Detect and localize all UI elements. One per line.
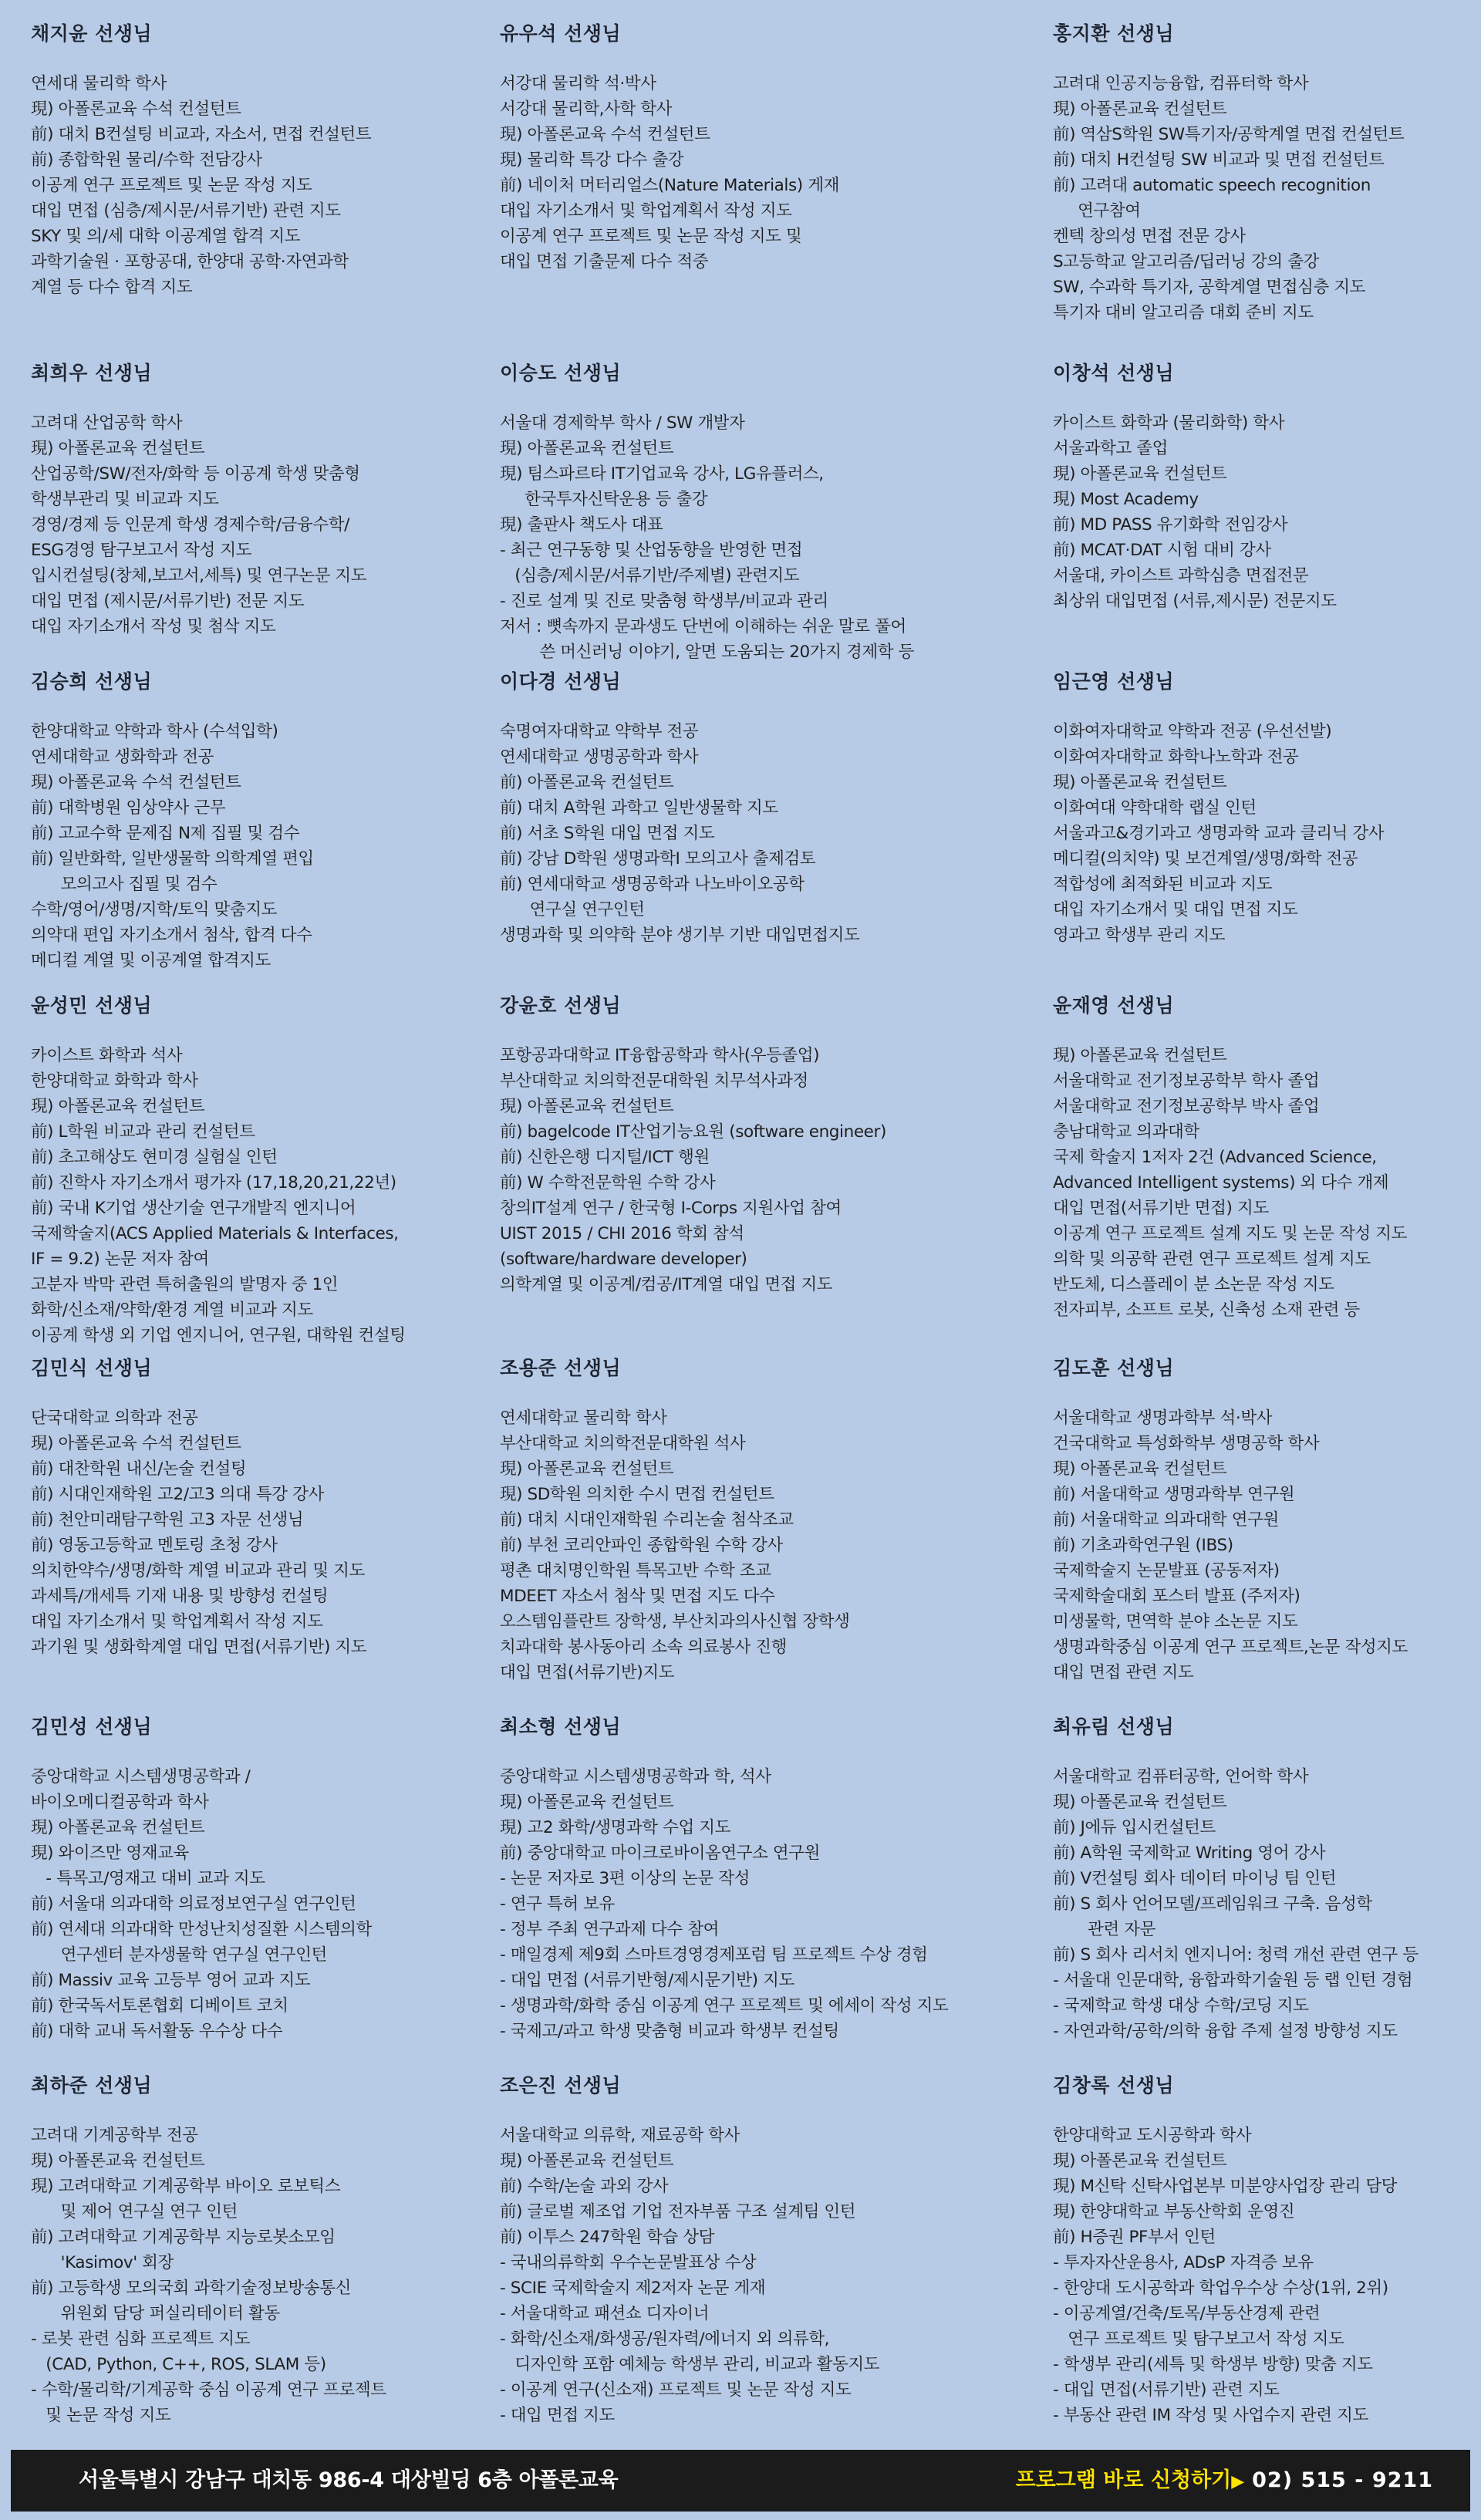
credential-line: 및 논문 작성 지도 (31, 2406, 171, 2425)
teacher-name: 홍지환 선생님 (1053, 22, 1175, 45)
credential-line: 대입 면접 (제시문/서류기반) 전문 지도 (31, 592, 305, 611)
teacher-name: 이창석 선생님 (1053, 362, 1175, 384)
credential-line: 前) 한국독서토론협회 디베이트 코치 (31, 1996, 288, 2016)
credential-line: 대입 면접 관련 지도 (1053, 1663, 1194, 1682)
credential-line: 부산대학교 치의학전문대학원 석사 (500, 1434, 746, 1453)
credential-line: 前) V컨설팅 회사 데이터 마이닝 팀 인턴 (1053, 1869, 1337, 1888)
credential-line: 現) 고려대학교 기계공학부 바이오 로보틱스 (31, 2177, 341, 2196)
credential-line: 한국투자신탁운용 등 출강 (500, 490, 708, 509)
credential-line: 대입 자기소개서 작성 및 첨삭 지도 (31, 617, 276, 636)
teacher-name: 윤성민 선생님 (31, 994, 153, 1017)
credential-line: 前) 대치 B컨설팅 비교과, 자소서, 면접 컨설턴트 (31, 125, 372, 144)
credential-line: 前) 일반화학, 일반생물학 의학계열 편입 (31, 849, 314, 869)
credential-line: 前) 진학사 자기소개서 평가자 (17,18,20,21,22년) (31, 1173, 396, 1193)
credential-line: 前) 대학 교내 독서활동 우수상 다수 (31, 2022, 283, 2041)
credential-line: 前) Massiv 교육 고등부 영어 교과 지도 (31, 1971, 311, 1990)
credential-line: - 논문 저자로 3편 이상의 논문 작성 (500, 1869, 751, 1888)
credential-line: 前) L학원 비교과 관리 컨설턴트 (31, 1122, 255, 1142)
teacher-credentials (1053, 410, 1481, 614)
credential-line: 건국대학교 특성화학부 생명공학 학사 (1053, 1434, 1320, 1453)
credential-line: 前) 이투스 247학원 학습 상담 (500, 2228, 714, 2247)
credential-line: - 국제고/과고 학생 맞춤형 비교과 학생부 컨설팅 (500, 2022, 839, 2041)
credential-line: 대입 자기소개서 및 학업계획서 작성 지도 (500, 201, 792, 221)
credential-line: 화학/신소재/약학/환경 계열 비교과 지도 (31, 1300, 313, 1320)
teacher-profile (1053, 987, 1481, 1323)
credential-line: - 화학/신소재/화생공/원자력/에너지 외 의류학, (500, 2329, 830, 2349)
credential-line: 現) SD학원 의치한 수시 면접 컨설턴트 (500, 1485, 774, 1504)
credential-line: 現) 아폴론교육 수석 컨설턴트 (31, 773, 241, 792)
credential-line: 前) 연세대 의과대학 만성난치성질환 시스템의학 (31, 1920, 372, 1939)
credential-line: 現) 아폴론교육 수석 컨설턴트 (500, 125, 710, 144)
credential-line: 연세대 물리학 학사 (31, 74, 167, 93)
credential-line: 서울대학교 의류학, 재료공학 학사 (500, 2126, 740, 2145)
credential-line: SKY 및 의/세 대학 이공계열 합격 지도 (31, 227, 301, 246)
credential-line: 現) 아폴론교육 컨설턴트 (1053, 1046, 1227, 1065)
teacher-credentials (31, 719, 509, 973)
teacher-credentials (500, 1405, 978, 1685)
teacher-credentials (31, 1405, 509, 1660)
credential-line: 現) 아폴론교육 컨설턴트 (1053, 1459, 1227, 1479)
teacher-name: 최하준 선생님 (31, 2074, 153, 2097)
credential-line: 숙명여자대학교 약학부 전공 (500, 722, 699, 741)
credential-line: 연구실 연구인턴 (500, 900, 645, 919)
teacher-name: 강윤호 선생님 (500, 994, 622, 1017)
credential-line: - 이공계 연구(신소재) 프로젝트 및 논문 작성 지도 (500, 2380, 852, 2400)
credential-line: 前) 글로벌 제조업 기업 전자부품 구조 설계팀 인턴 (500, 2202, 856, 2221)
teacher-profile (500, 355, 978, 665)
credential-line: 연구 프로젝트 및 탐구보고서 작성 지도 (1053, 2329, 1344, 2349)
teacher-profile (1053, 1350, 1481, 1685)
credential-line: - 수학/물리학/기계공학 중심 이공계 연구 프로젝트 (31, 2380, 386, 2400)
credential-line: - 최근 연구동향 및 산업동향을 반영한 면접 (500, 541, 803, 560)
credential-line: 고분자 박막 관련 특허출원의 발명자 중 1인 (31, 1275, 339, 1294)
credential-line: 前) S 회사 언어모델/프레임워크 구축. 음성학 (1053, 1894, 1372, 1914)
credential-line: 입시컨설팅(창체,보고서,세특) 및 연구논문 지도 (31, 566, 367, 585)
credential-line: - 특목고/영재고 대비 교과 지도 (31, 1869, 265, 1888)
credential-line: - 생명과학/화학 중심 이공계 연구 프로젝트 및 에세이 작성 지도 (500, 1996, 949, 2016)
credential-line: 연구참여 (1053, 201, 1141, 221)
credential-line: 포항공과대학교 IT융합공학과 학사(우등졸업) (500, 1046, 820, 1065)
credential-line: 前) 대찬학원 내신/논술 컨설팅 (31, 1459, 247, 1479)
credential-line: - 서울대학교 패션쇼 디자이너 (500, 2304, 710, 2323)
credential-line: 고려대 인공지능융합, 컴퓨터학 학사 (1053, 74, 1309, 93)
play-arrow-icon: ▶ (1231, 2472, 1245, 2491)
credential-line: 의약대 편입 자기소개서 첨삭, 합격 다수 (31, 926, 312, 945)
credential-line: 대입 면접(서류기반 면접) 지도 (1053, 1199, 1269, 1218)
credential-line: 평촌 대치명인학원 특목고반 수학 조교 (500, 1561, 771, 1580)
phone-number[interactable]: 02) 515 - 9211 (1252, 2468, 1433, 2492)
credential-line: - 부동산 관련 IM 작성 및 사업수지 관련 지도 (1053, 2406, 1368, 2425)
credential-line: - SCIE 국제학술지 제2저자 논문 게재 (500, 2279, 766, 2298)
credential-line: 前) 고교수학 문제집 N제 집필 및 검수 (31, 824, 300, 843)
footer-address: 서울특별시 강남구 대치동 986-4 대상빌딩 6층 아폴론교육 (79, 2468, 619, 2492)
credential-line: 연세대학교 물리학 학사 (500, 1408, 667, 1428)
teacher-name: 유우석 선생님 (500, 22, 622, 45)
credential-line: 켄텍 창의성 면접 전문 강사 (1053, 227, 1246, 246)
credential-line: 前) 대학병원 임상약사 근무 (31, 798, 226, 818)
teacher-profile (31, 663, 509, 973)
credential-line: 前) 서울대 의과대학 의료정보연구실 연구인턴 (31, 1894, 356, 1914)
credential-line: - 대입 면접(서류기반) 관련 지도 (1053, 2380, 1280, 2400)
credential-line: 現) 팀스파르타 IT기업교육 강사, LG유플러스, (500, 464, 824, 484)
credential-line: 카이스트 화학과 석사 (31, 1046, 183, 1065)
teacher-name: 김창록 선생님 (1053, 2074, 1175, 2097)
credential-line: 고려대 기계공학부 전공 (31, 2126, 198, 2145)
credential-line: 前) 서울대학교 의과대학 연구원 (1053, 1510, 1279, 1530)
credential-line: 메디컬 계열 및 이공계열 합격지도 (31, 951, 271, 970)
credential-line: 前) 기초과학연구원 (IBS) (1053, 1536, 1233, 1555)
credential-line: 前) MCAT·DAT 시험 대비 강사 (1053, 541, 1271, 560)
credential-line: 前) 대치 시대인재학원 수리논술 첨삭조교 (500, 1510, 794, 1530)
teacher-name: 김민성 선생님 (31, 1715, 153, 1738)
teacher-name: 조용준 선생님 (500, 1357, 622, 1379)
credential-line: 창의IT설계 연구 / 한국형 I-Corps 지원사업 참여 (500, 1199, 842, 1218)
credential-line: 現) 아폴론교육 컨설턴트 (31, 1818, 205, 1837)
credential-line: 관련 자문 (1053, 1920, 1155, 1939)
credential-line: 과학기술원 · 포항공대, 한양대 공학·자연과학 (31, 252, 349, 272)
credential-line: - 연구 특허 보유 (500, 1894, 615, 1914)
teacher-credentials (500, 410, 978, 665)
credential-line: 前) 역삼S학원 SW특기자/공학계열 면접 컨설턴트 (1053, 125, 1405, 144)
teacher-name: 김도훈 선생님 (1053, 1357, 1175, 1379)
credential-line: ESG경영 탐구보고서 작성 지도 (31, 541, 252, 560)
credential-line: 前) 종합학원 물리/수학 전담강사 (31, 150, 262, 170)
teacher-name: 김승희 선생님 (31, 670, 153, 693)
credential-line: 메디컬(의치약) 및 보건계열/생명/화학 전공 (1053, 849, 1358, 869)
teacher-profile (31, 2067, 509, 2428)
credential-line: 최상위 대입면접 (서류,제시문) 전문지도 (1053, 592, 1337, 611)
teacher-credentials (500, 71, 978, 275)
teacher-credentials (1053, 1764, 1481, 2044)
credential-line: 쓴 머신러닝 이야기, 알면 도움되는 20가지 경제학 등 (500, 643, 914, 662)
apply-label[interactable]: 프로그램 바로 신청하기 (1015, 2468, 1232, 2492)
teacher-profile (31, 15, 509, 300)
credential-line: 現) 아폴론교육 수석 컨설턴트 (31, 100, 241, 119)
teacher-credentials (31, 2123, 509, 2428)
credential-line: 現) 출판사 책도사 대표 (500, 515, 663, 535)
credential-line: 'Kasimov' 회장 (31, 2253, 174, 2272)
credential-line: 대입 자기소개서 및 대입 면접 지도 (1053, 900, 1298, 919)
teacher-credentials (1053, 1043, 1481, 1323)
credential-line: MDEET 자소서 첨삭 및 면접 지도 다수 (500, 1587, 775, 1606)
credential-line: 現) 아폴론교육 컨설턴트 (1053, 2151, 1227, 2171)
credential-line: 서울대 경제학부 학사 / SW 개발자 (500, 413, 745, 433)
credential-line: 前) 천안미래탐구학원 고3 자문 선생님 (31, 1510, 304, 1530)
teacher-credentials (500, 1043, 978, 1297)
credential-line: 카이스트 화학과 (물리화학) 학사 (1053, 413, 1285, 433)
teacher-profile (500, 2067, 978, 2428)
credential-line: 前) 초고해상도 현미경 실험실 인턴 (31, 1148, 278, 1167)
credential-line: 現) 아폴론교육 수석 컨설턴트 (31, 1434, 241, 1453)
credential-line: 미생물학, 면역학 분야 소논문 지도 (1053, 1612, 1298, 1631)
teacher-profile (31, 987, 509, 1348)
teacher-name: 최희우 선생님 (31, 362, 153, 384)
credential-line: 서울대학교 전기정보공학부 박사 졸업 (1053, 1097, 1320, 1116)
teacher-name: 최유림 선생님 (1053, 1715, 1175, 1738)
teacher-profile (500, 1709, 978, 2044)
credential-line: 단국대학교 의학과 전공 (31, 1408, 198, 1428)
credential-line: 이공계 학생 외 기업 엔지니어, 연구원, 대학원 컨설팅 (31, 1326, 406, 1345)
teacher-credentials (31, 410, 509, 639)
credential-line: - 국제학교 학생 대상 수학/코딩 지도 (1053, 1996, 1309, 2016)
teacher-profile (1053, 355, 1481, 614)
credential-line: 의치한약수/생명/화학 계열 비교과 관리 및 지도 (31, 1561, 365, 1580)
credential-line: 서강대 물리학 석·박사 (500, 74, 656, 93)
credential-line: 現) 아폴론교육 컨설턴트 (500, 439, 674, 458)
credential-line: 前) 연세대학교 생명공학과 나노바이오공학 (500, 875, 805, 894)
teacher-profile (31, 1350, 509, 1660)
credential-line: (software/hardware developer) (500, 1250, 747, 1269)
credential-line: 대입 면접(서류기반)지도 (500, 1663, 675, 1682)
teacher-profile (1053, 2067, 1481, 2428)
credential-line: 前) S 회사 리서치 엔지니어: 청력 개선 관련 연구 등 (1053, 1945, 1419, 1965)
credential-line: UIST 2015 / CHI 2016 학회 참석 (500, 1224, 744, 1243)
credential-line: 이화여자대학교 약학과 전공 (우선선발) (1053, 722, 1332, 741)
credential-line: 과기원 및 생화학계열 대입 면접(서류기반) 지도 (31, 1638, 367, 1657)
credential-line: 바이오메디컬공학과 학사 (31, 1793, 209, 1812)
credential-line: 前) 고려대학교 기계공학부 지능로봇소모임 (31, 2228, 336, 2247)
credential-line: 연세대학교 생화학과 전공 (31, 747, 214, 767)
footer-bar (11, 2450, 1470, 2512)
credential-line: 이공계 연구 프로젝트 및 논문 작성 지도 및 (500, 227, 802, 246)
credential-line: 의학 및 의공학 관련 연구 프로젝트 설계 지도 (1053, 1250, 1371, 1269)
credential-line: 한양대학교 약학과 학사 (수석입학) (31, 722, 278, 741)
credential-line: 前) 아폴론교육 컨설턴트 (500, 773, 674, 792)
credential-line: 前) 서초 S학원 대입 면접 지도 (500, 824, 715, 843)
teacher-name: 윤재영 선생님 (1053, 994, 1175, 1017)
credential-line: - 국내의류학회 우수논문발표상 수상 (500, 2253, 757, 2272)
credential-line: 서울대, 카이스트 과학심층 면접전문 (1053, 566, 1309, 585)
credential-line: S고등학교 알고리즘/딥러닝 강의 출강 (1053, 252, 1319, 272)
credential-line: 前) 신한은행 디지털/ICT 행원 (500, 1148, 710, 1167)
credential-line: 現) 와이즈만 영재교육 (31, 1844, 189, 1863)
credential-line: 충남대학교 의과대학 (1053, 1122, 1199, 1142)
credential-line: - 자연과학/공학/의학 융합 주제 설정 방향성 지도 (1053, 2022, 1398, 2041)
teacher-credentials (31, 71, 509, 300)
credential-line: 적합성에 최적화된 비교과 지도 (1053, 875, 1273, 894)
credential-line: 학생부관리 및 비교과 지도 (31, 490, 219, 509)
credential-line: - 대입 면접 지도 (500, 2406, 615, 2425)
teacher-credentials (31, 1043, 509, 1348)
credential-line: 이공계 연구 프로젝트 및 논문 작성 지도 (31, 176, 312, 195)
credential-line: - 학생부 관리(세특 및 학생부 방향) 맞춤 지도 (1053, 2355, 1373, 2374)
credential-line: 이화여대 약학대학 랩실 인턴 (1053, 798, 1257, 818)
credential-line: 치과대학 봉사동아리 소속 의료봉사 진행 (500, 1638, 788, 1657)
credential-line: 現) 아폴론교육 컨설턴트 (500, 2151, 674, 2171)
credential-line: 現) 아폴론교육 컨설턴트 (1053, 464, 1227, 484)
credential-line: 現) M신탁 신탁사업본부 미분양사업장 관리 담당 (1053, 2177, 1398, 2196)
credential-line: 前) 대치 A학원 과학고 일반생물학 지도 (500, 798, 778, 818)
credential-line: 現) 아폴론교육 컨설턴트 (500, 1793, 674, 1812)
credential-line: 現) 아폴론교육 컨설턴트 (500, 1459, 674, 1479)
credential-line: 디자인학 포함 예체능 학생부 관리, 비교과 활동지도 (500, 2355, 880, 2374)
credential-line: 오스템임플란트 장학생, 부산치과의사신협 장학생 (500, 1612, 850, 1631)
apply-link[interactable] (1016, 2450, 1433, 2513)
credential-line: 前) 네이처 머터리얼스(Nature Materials) 게재 (500, 176, 839, 195)
credential-line: 서울대학교 전기정보공학부 학사 졸업 (1053, 1071, 1320, 1091)
teacher-credentials (1053, 1405, 1481, 1685)
teacher-profile (31, 1709, 509, 2044)
credential-line: 前) 고등학생 모의국회 과학기술정보방송통신 (31, 2279, 352, 2298)
credential-line: 前) 고려대 automatic speech recognition (1053, 176, 1371, 195)
credential-line: - 이공계열/건축/토목/부동산경제 관련 (1053, 2304, 1321, 2323)
credential-line: 前) 영동고등학교 멘토링 초청 강사 (31, 1536, 278, 1555)
credential-line: 국제 학술지 1저자 2건 (Advanced Science, (1053, 1148, 1377, 1167)
credential-line: Advanced Intelligent systems) 외 다수 개제 (1053, 1173, 1389, 1193)
credential-line: 한양대학교 화학과 학사 (31, 1071, 198, 1091)
teacher-profile (500, 1350, 978, 1685)
teacher-credentials (500, 1764, 978, 2044)
credential-line: 의학계열 및 이공계/컴공/IT계열 대입 면접 지도 (500, 1275, 833, 1294)
credential-line: 한양대학교 도시공학과 학사 (1053, 2126, 1252, 2145)
teacher-profile (1053, 663, 1481, 948)
credential-line: 계열 등 다수 합격 지도 (31, 278, 193, 297)
credential-line: 저서 : 뼛속까지 문과생도 단번에 이해하는 쉬운 말로 풀어 (500, 617, 906, 636)
credential-line: 前) W 수학전문학원 수학 강사 (500, 1173, 716, 1193)
credential-line: 생명과학 및 의약학 분야 생기부 기반 대입면접지도 (500, 926, 860, 945)
credential-line: - 매일경제 제9회 스마트경영경제포럼 팀 프로젝트 수상 경험 (500, 1945, 928, 1965)
credential-line: 반도체, 디스플레이 분 소논문 작성 지도 (1053, 1275, 1334, 1294)
credential-line: 前) A학원 국제학교 Writing 영어 강사 (1053, 1844, 1326, 1863)
credential-line: 現) 아폴론교육 컨설턴트 (31, 1097, 205, 1116)
credential-line: 서울대학교 컴퓨터공학, 언어학 학사 (1053, 1767, 1309, 1786)
credential-line: IF = 9.2) 논문 저자 참여 (31, 1250, 209, 1269)
credential-line: - 진로 설계 및 진로 맞춤형 학생부/비교과 관리 (500, 592, 828, 611)
credential-line: 대입 자기소개서 및 학업계획서 작성 지도 (31, 1612, 323, 1631)
credential-line: 前) 시대인재학원 고2/고3 의대 특강 강사 (31, 1485, 324, 1504)
credential-line: 現) 한양대학교 부동산학회 운영진 (1053, 2202, 1295, 2221)
credential-line: 前) 수학/논술 과외 강사 (500, 2177, 669, 2196)
teacher-name: 김민식 선생님 (31, 1357, 153, 1379)
credential-line: 現) 고2 화학/생명과학 수업 지도 (500, 1818, 731, 1837)
credential-line: 전자피부, 소프트 로봇, 신축성 소재 관련 등 (1053, 1300, 1360, 1320)
credential-line: 이화여자대학교 화학나노학과 전공 (1053, 747, 1299, 767)
teacher-credentials (500, 2123, 978, 2428)
credential-line: 前) H증권 PF부서 인턴 (1053, 2228, 1216, 2247)
credential-line: 국제학술대회 포스터 발표 (주저자) (1053, 1587, 1301, 1606)
credential-line: 위원회 담당 퍼실리테이터 활동 (31, 2304, 280, 2323)
credential-line: 연구센터 분자생물학 연구실 연구인턴 (31, 1945, 327, 1965)
credential-line: 대입 면접 기출문제 다수 적중 (500, 252, 709, 272)
credential-line: 前) 부천 코리안파인 종합학원 수학 강사 (500, 1536, 783, 1555)
credential-line: - 서울대 인문대학, 융합과학기술원 등 랩 인턴 경험 (1053, 1971, 1413, 1990)
credential-line: 부산대학교 치의학전문대학원 치무석사과정 (500, 1071, 808, 1091)
credential-line: 중앙대학교 시스템생명공학과 / (31, 1767, 251, 1786)
teacher-credentials (1053, 2123, 1481, 2428)
credential-line: 모의고사 집필 및 검수 (31, 875, 218, 894)
teacher-profile (500, 15, 978, 275)
credential-line: 및 제어 연구실 연구 인턴 (31, 2202, 238, 2221)
teacher-profile (500, 663, 978, 948)
credential-line: 前) bagelcode IT산업기능요원 (software engineer) (500, 1122, 886, 1142)
credential-line: 現) 아폴론교육 컨설턴트 (31, 439, 205, 458)
credential-line: 現) 아폴론교육 컨설턴트 (1053, 1793, 1227, 1812)
credential-line: 서울대학교 생명과학부 석·박사 (1053, 1408, 1273, 1428)
credential-line: 대입 면접 (심층/제시문/서류기반) 관련 지도 (31, 201, 341, 221)
credential-line: 고려대 산업공학 학사 (31, 413, 183, 433)
teacher-credentials (1053, 719, 1481, 948)
credential-line: 現) 아폴론교육 컨설턴트 (1053, 100, 1227, 119)
credential-line: 現) 물리학 특강 다수 출강 (500, 150, 684, 170)
credential-line: 서울과학고 졸업 (1053, 439, 1169, 458)
teacher-credentials (1053, 71, 1481, 326)
teacher-name: 조은진 선생님 (500, 2074, 622, 2097)
credential-line: 서울과고&경기과고 생명과학 교과 클리닉 강사 (1053, 824, 1385, 843)
credential-line: SW, 수과학 특기자, 공학계열 면접심층 지도 (1053, 278, 1366, 297)
credential-line: 前) 서울대학교 생명과학부 연구원 (1053, 1485, 1295, 1504)
credential-line: 서강대 물리학,사학 학사 (500, 100, 672, 119)
teacher-name: 채지윤 선생님 (31, 22, 153, 45)
credential-line: 前) 강남 D학원 생명과학I 모의고사 출제검토 (500, 849, 816, 869)
credential-line: 국제학술지(ACS Applied Materials & Interfaces, (31, 1224, 399, 1243)
credential-line: - 로봇 관련 심화 프로젝트 지도 (31, 2329, 250, 2349)
credential-line: 現) 아폴론교육 컨설턴트 (1053, 773, 1227, 792)
teacher-name: 최소형 선생님 (500, 1715, 622, 1738)
credential-line: 연세대학교 생명공학과 학사 (500, 747, 699, 767)
credential-line: 前) MD PASS 유기화학 전임강사 (1053, 515, 1288, 535)
teacher-name: 이다경 선생님 (500, 670, 622, 693)
credential-line: 중앙대학교 시스템생명공학과 학, 석사 (500, 1767, 771, 1786)
credential-line: (심층/제시문/서류기반/주제별) 관련지도 (500, 566, 800, 585)
teacher-profile (31, 355, 509, 639)
credential-line: - 한양대 도시공학과 학업우수상 수상(1위, 2위) (1053, 2279, 1388, 2298)
credential-line: 영과고 학생부 관리 지도 (1053, 926, 1225, 945)
credential-line: 前) 국내 K기업 생산기술 연구개발직 엔지니어 (31, 1199, 356, 1218)
credential-line: 前) J에듀 입시컨설턴트 (1053, 1818, 1216, 1837)
credential-line: 생명과학중심 이공계 연구 프로젝트,논문 작성지도 (1053, 1638, 1408, 1657)
teacher-name: 임근영 선생님 (1053, 670, 1175, 693)
credential-line: - 대입 면접 (서류기반형/제시문기반) 지도 (500, 1971, 794, 1990)
credential-line: 現) 아폴론교육 컨설턴트 (31, 2151, 205, 2171)
teacher-profile (500, 987, 978, 1297)
credential-line: 이공계 연구 프로젝트 설계 지도 및 논문 작성 지도 (1053, 1224, 1407, 1243)
teacher-credentials (500, 719, 978, 948)
teacher-profile (1053, 15, 1481, 326)
credential-line: - 투자자산운용사, ADsP 자격증 보유 (1053, 2253, 1314, 2272)
teacher-profile (1053, 1709, 1481, 2044)
credential-line: 現) Most Academy (1053, 490, 1199, 509)
credential-line: 前) 대치 H컨설팅 SW 비교과 및 면접 컨설턴트 (1053, 150, 1385, 170)
teacher-credentials (31, 1764, 509, 2044)
credential-line: 특기자 대비 알고리즘 대회 준비 지도 (1053, 303, 1314, 322)
teacher-name: 이승도 선생님 (500, 362, 622, 384)
credential-line: 前) 중앙대학교 마이크로바이옴연구소 연구원 (500, 1844, 821, 1863)
credential-line: 경영/경제 등 인문계 학생 경제수학/금융수학/ (31, 515, 349, 535)
credential-line: 국제학술지 논문발표 (공동저자) (1053, 1561, 1280, 1580)
credential-line: 산업공학/SW/전자/화학 등 이공계 학생 맞춤형 (31, 464, 360, 484)
credential-line: 수학/영어/생명/지학/토익 맞춤지도 (31, 900, 277, 919)
credential-line: - 정부 주최 연구과제 다수 참여 (500, 1920, 719, 1939)
credential-line: 現) 아폴론교육 컨설턴트 (500, 1097, 674, 1116)
credential-line: 과세특/개세특 기재 내용 및 방향성 컨설팅 (31, 1587, 329, 1606)
credential-line: (CAD, Python, C++, ROS, SLAM 등) (31, 2355, 326, 2374)
